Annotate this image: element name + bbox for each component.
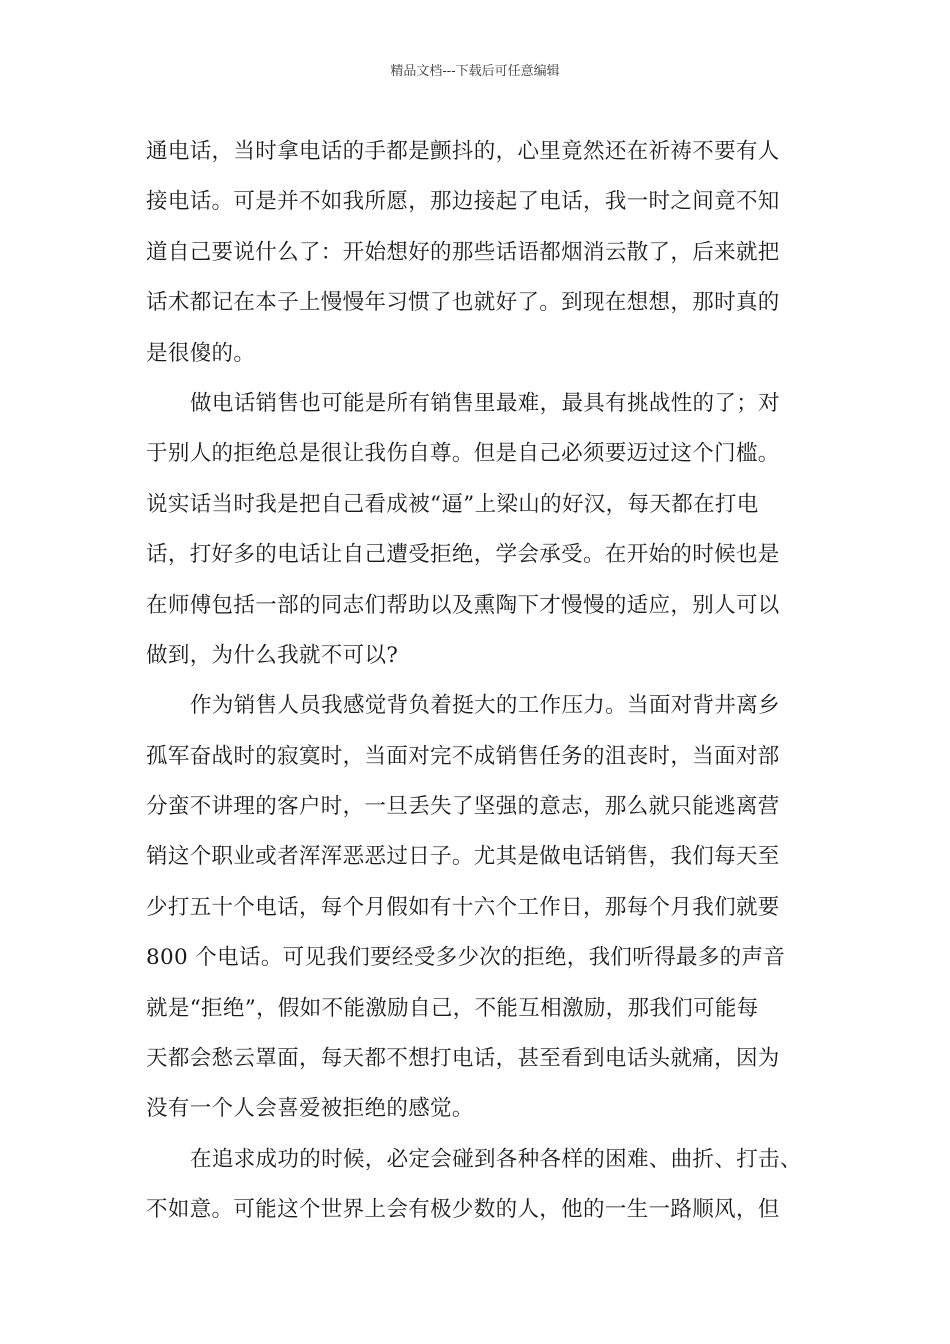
text-line: 少打五十个电话，每个月假如有十六个工作日，那每个月我们就要 <box>146 894 780 920</box>
text-line: 做到，为什么我就不可以? <box>146 642 399 668</box>
text-line: 接电话。可是并不如我所愿，那边接起了电话，我一时之间竟不知 <box>146 189 780 215</box>
text-line: 是很傻的。 <box>146 340 256 366</box>
text-line: 分蛮不讲理的客户时，一旦丢失了坚强的意志，那么就只能逃离营 <box>146 794 780 820</box>
paragraph-first-line: 作为销售人员我感觉背负着挺大的工作压力。当面对背井离乡 <box>190 693 780 719</box>
text-line: 孤军奋战时的寂寞时，当面对完不成销售任务的沮丧时，当面对部 <box>146 743 780 769</box>
text-line: 就是“拒绝”，假如不能激励自己，不能互相激励，那我们可能每 <box>146 995 759 1021</box>
paragraph-first-line: 在追求成功的时候，必定会碰到各种各样的困难、曲折、打击、 <box>190 1146 802 1172</box>
document-body <box>146 127 821 1236</box>
text-line: 通电话，当时拿电话的手都是颤抖的，心里竟然还在祈祷不要有人 <box>146 139 780 164</box>
text-line: 800 个电话。可见我们要经受多少次的拒绝，我们听得最多的声音 <box>146 945 786 971</box>
text-line: 说实话当时我是把自己看成被“逼”上梁山的好汉，每天都在打电 <box>146 491 759 517</box>
text-line: 没有一个人会喜爱被拒绝的感觉。 <box>146 1096 474 1122</box>
text-line: 在师傅包括一部的同志们帮助以及熏陶下才慢慢的适应，别人可以 <box>146 592 780 618</box>
text-line: 销这个职业或者浑浑恶恶过日子。尤其是做电话销售，我们每天至 <box>146 844 780 870</box>
text-line: 话术都记在本子上慢慢年习惯了也就好了。到现在想想，那时真的 <box>146 290 780 316</box>
text-line: 天都会愁云罩面，每天都不想打电话，甚至看到电话头就痛，因为 <box>146 1046 780 1072</box>
text-line: 于别人的拒绝总是很让我伤自尊。但是自己必须要迈过这个门槛。 <box>146 441 780 467</box>
text-line: 话，打好多的电话让自己遭受拒绝，学会承受。在开始的时候也是 <box>146 542 780 568</box>
paragraph-first-line: 做电话销售也可能是所有销售里最难，最具有挑战性的了；对 <box>190 390 780 416</box>
text-line: 不如意。可能这个世界上会有极少数的人，他的一生一路顺风，但 <box>146 1197 780 1223</box>
page-header: 精品文档---下载后可任意编辑 <box>390 64 560 79</box>
text-line: 道自己要说什么了：开始想好的那些话语都烟消云散了，后来就把 <box>146 239 780 265</box>
